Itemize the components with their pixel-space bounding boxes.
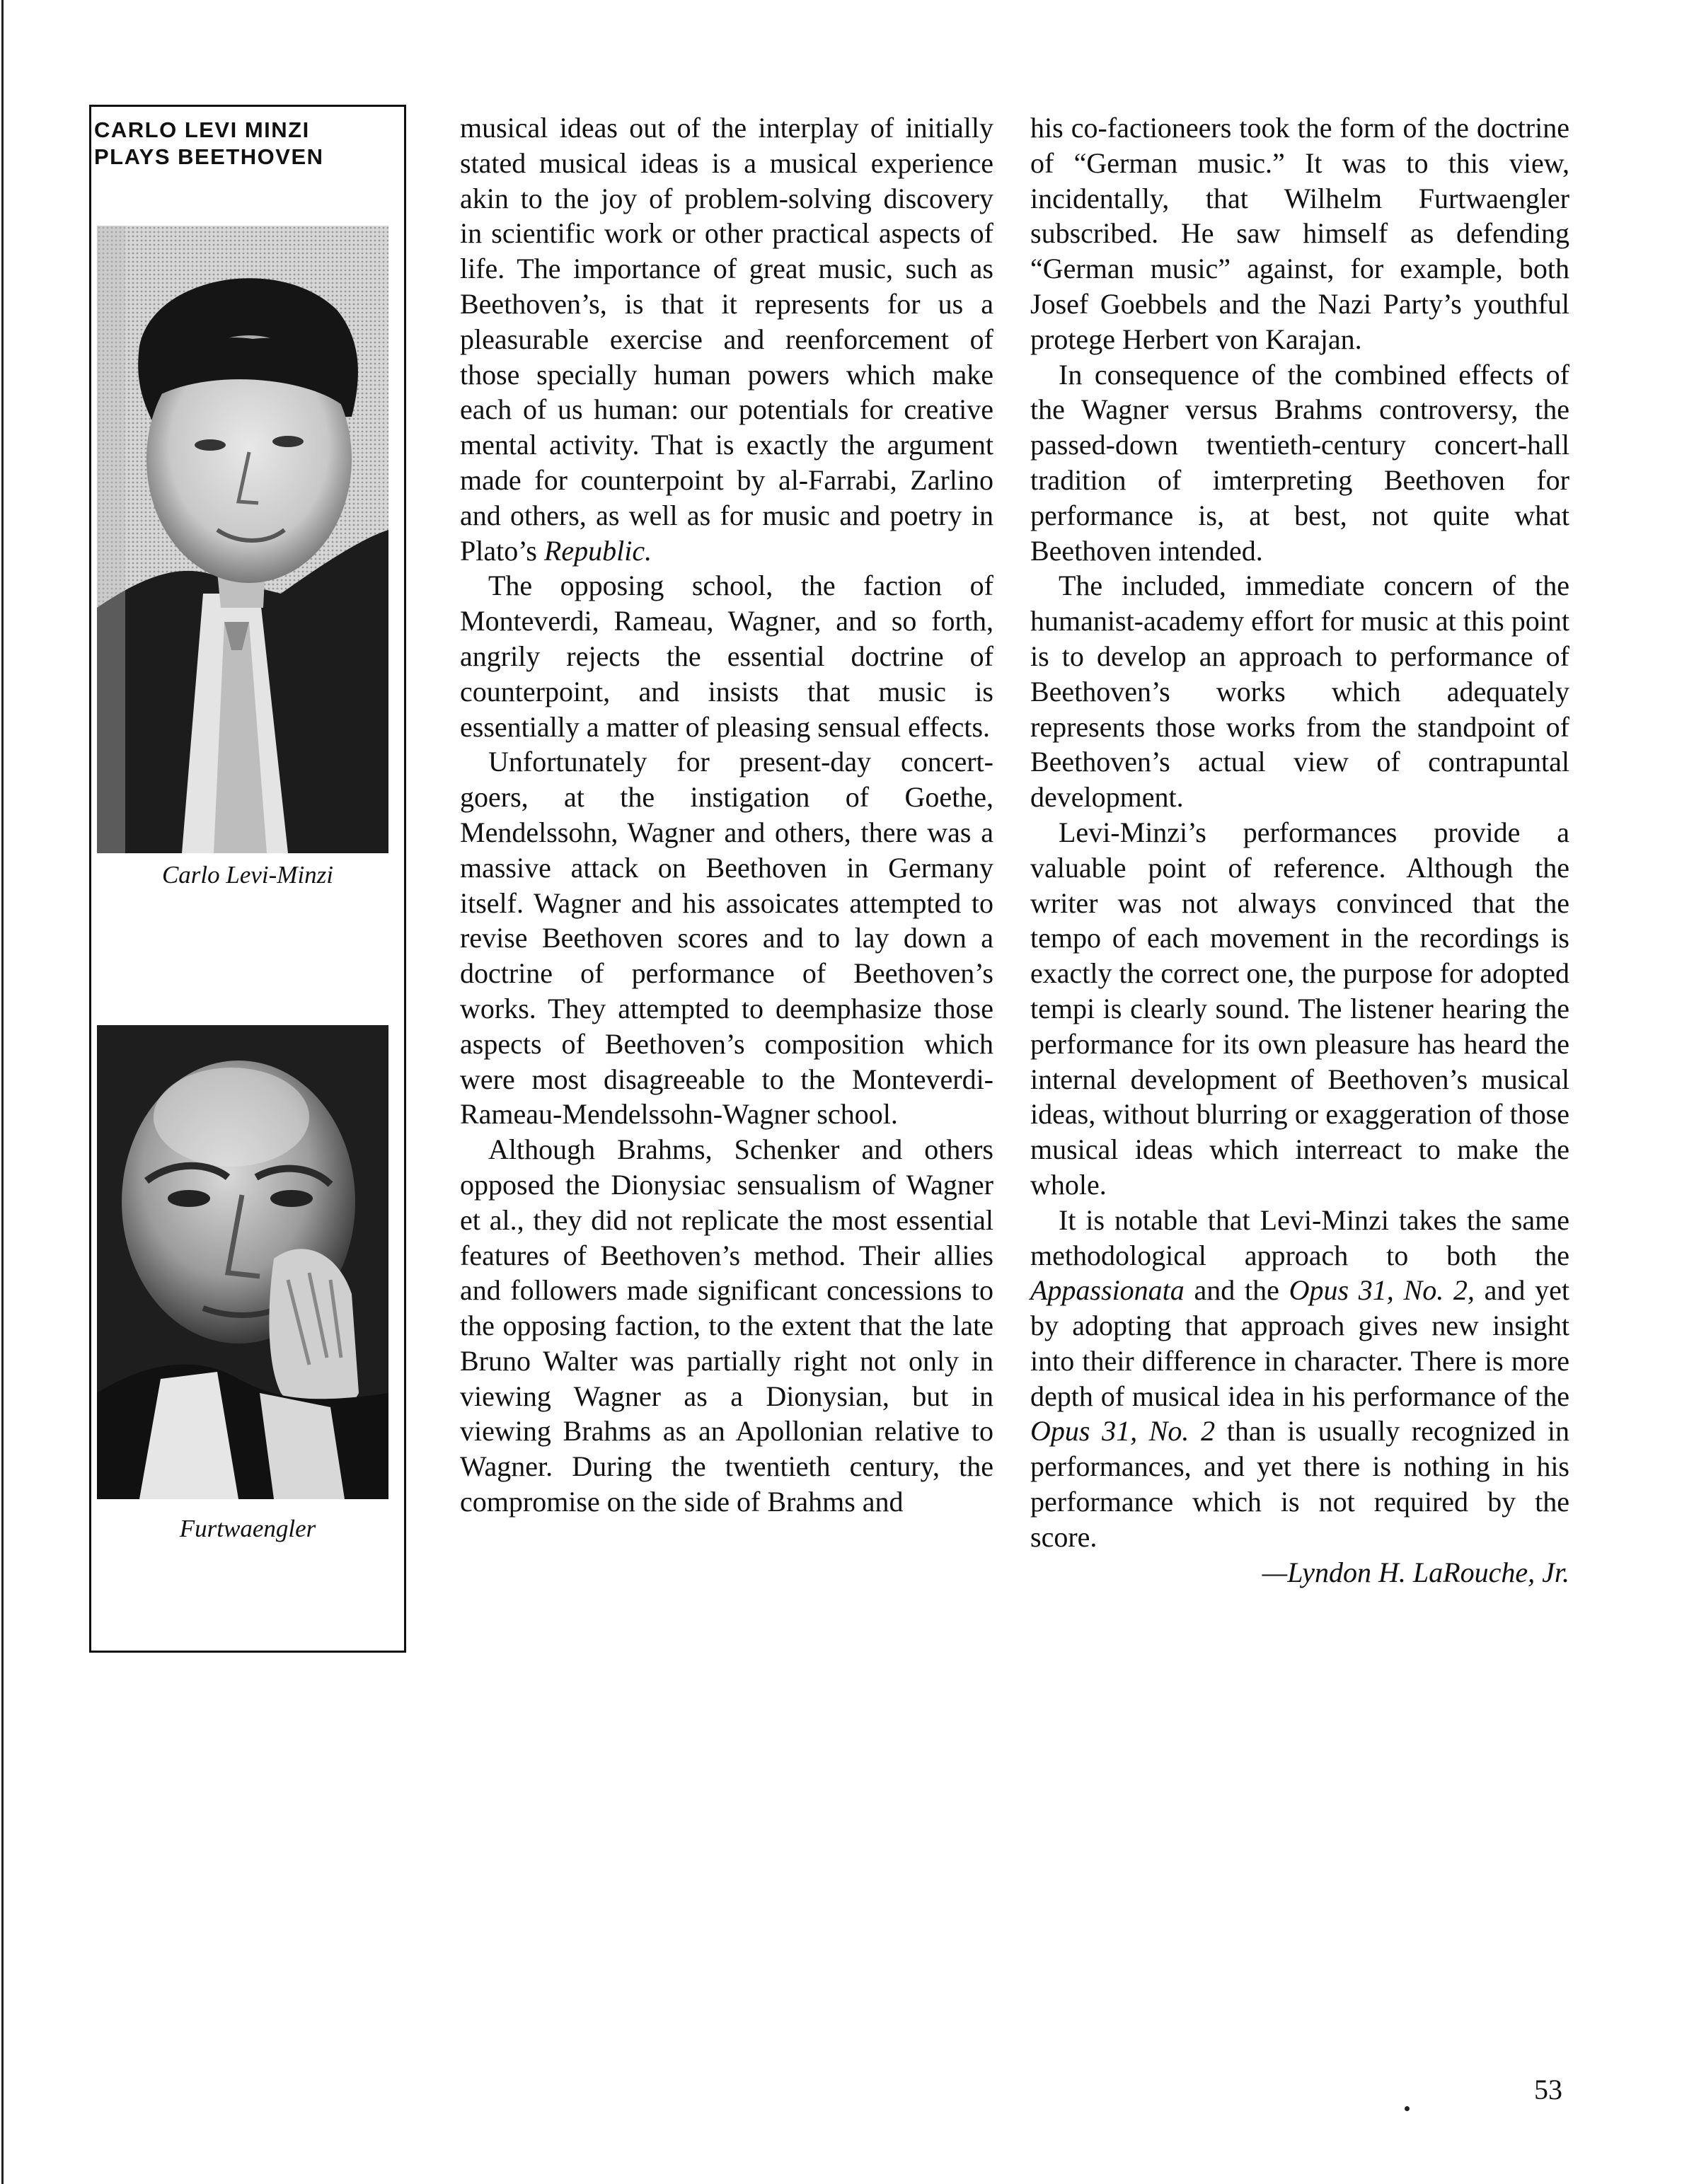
article-column-1 <box>460 110 993 1520</box>
col2-p5-text-d: than is usually recognized in performances, and yet there is nothing in his performance which is not required by the score. <box>1030 1415 1570 1553</box>
col1-paragraph-4: Although Brahms, Schenker and others opposed the Dionysiac sensualism of Wagner et al., they did not replicate the most essential features of Beethoven’s method. Their allies and followers made significant concessions to the opposing faction, to the extent that the late Bruno Walter was partially right not only in viewing Wagner as a Dionysian, but in viewing Brahms as an Apollonian relative to Wagner. During the twentieth century, the compromise on the side of Brahms and <box>460 1133 993 1518</box>
col2-paragraph-1: his co-factioneers took the form of the doctrine of “German music.” It was to this view, incidentally, that Wilhelm Furtwaengler subscribed. He saw himself as defending “German music” against, for example, both Josef Goebbels and the Nazi Party’s youthful protege Herbert von Karajan. <box>1030 112 1569 355</box>
article-column-2 <box>1030 110 1569 1590</box>
portrait-1-image <box>97 226 388 853</box>
furtwaengler-photo <box>97 1025 388 1499</box>
photo-2-caption: Furtwaengler <box>179 1515 316 1542</box>
col1-p1-text: musical ideas out of the interplay of initially stated musical ideas is a musical experience akin to the joy of problem-solving discovery in scientific work or other practical aspects of life. The importance of great music, such as Beethoven’s, is that it represents for us a pleasurable exercise and reenforcement of those specially human powers which make each of us human: our potentials for creative mental activity. That is exactly the argument made for counterpoint by al-Farrabi, Zarlino and others, as well as for music and poetry in Plato’s <box>460 112 993 567</box>
sidebar-title-line-2: PLAYS BEETHOVEN <box>94 144 324 169</box>
scan-speck <box>1405 2106 1410 2111</box>
opus-31-title-1: Opus 31, No. 2, <box>1289 1274 1475 1307</box>
sidebar-title-line-1: CARLO LEVI MINZI <box>94 117 310 142</box>
col2-paragraph-5 <box>1030 1203 1569 1555</box>
page-number: 53 <box>1534 2074 1562 2105</box>
appassionata-title: Appassionata <box>1030 1274 1185 1307</box>
portrait-2-image <box>97 1025 388 1499</box>
scan-edge-line <box>1 0 4 2184</box>
col2-paragraph-2: In consequence of the combined effects of the Wagner versus Brahms controversy, the passed-down twentieth-century concert-hall tradition of imterpreting Beethoven for performance is, at best, not quite what Beethoven intended. <box>1030 358 1569 567</box>
republic-title: Republic. <box>543 534 652 567</box>
photo-1-caption: Carlo Levi-Minzi <box>161 861 334 889</box>
opus-31-title-2: Opus 31, No. 2 <box>1030 1415 1216 1448</box>
author-signature: —Lyndon H. LaRouche, Jr. <box>1262 1556 1569 1588</box>
col1-paragraph-1 <box>460 110 993 568</box>
col1-paragraph-3: Unfortunately for present-day concert-goers, at the instigation of Goethe, Mendelssohn, Wagner and others, there was a massive attack on Beethoven in Germany itself. Wagner and his assoicates attempted to revise Beethoven scores and to lay down a doctrine of performance of Beethoven’s works. They attempted to deemphasize those aspects of Beethoven’s composition which were most disagreeable to the Monteverdi-Rameau-Mendelssohn-Wagner school. <box>460 746 993 1131</box>
sidebar-title <box>91 107 335 226</box>
col2-p5-text-b: and the <box>1184 1274 1289 1307</box>
sidebar-box <box>89 105 406 1653</box>
col2-p5-text-a: It is notable that Levi-Minzi takes the same methodological approach to both the <box>1030 1203 1569 1271</box>
col2-paragraph-4: Levi-Minzi’s performances provide a valuable point of reference. Although the writer was not always convinced that the tempo of each movement in the recordings is exactly the correct one, the purpose for adopted tempi is clearly sound. The listener hearing the performance for its own pleasure has heard the internal development of Beethoven’s musical ideas, without blurring or exaggeration of those musical ideas which interreact to make the whole. <box>1030 816 1569 1201</box>
carlo-levi-minzi-photo <box>97 226 388 853</box>
col2-paragraph-3: The included, immediate concern of the humanist-academy effort for music at this point is to develop an approach to performance of Beethoven’s works which adequately represents those works from the standpoint of Beethoven’s actual view of contrapuntal development. <box>1030 570 1569 814</box>
col1-paragraph-2: The opposing school, the faction of Monteverdi, Rameau, Wagner, and so forth, angrily rejects the essential doctrine of counterpoint, and insists that music is essentially a matter of pleasing sensual effects. <box>460 570 993 743</box>
col2-p5-text-c: and yet by adopting that approach gives new insight into their difference in character. There is more depth of musical idea in his performance of the <box>1030 1274 1569 1412</box>
